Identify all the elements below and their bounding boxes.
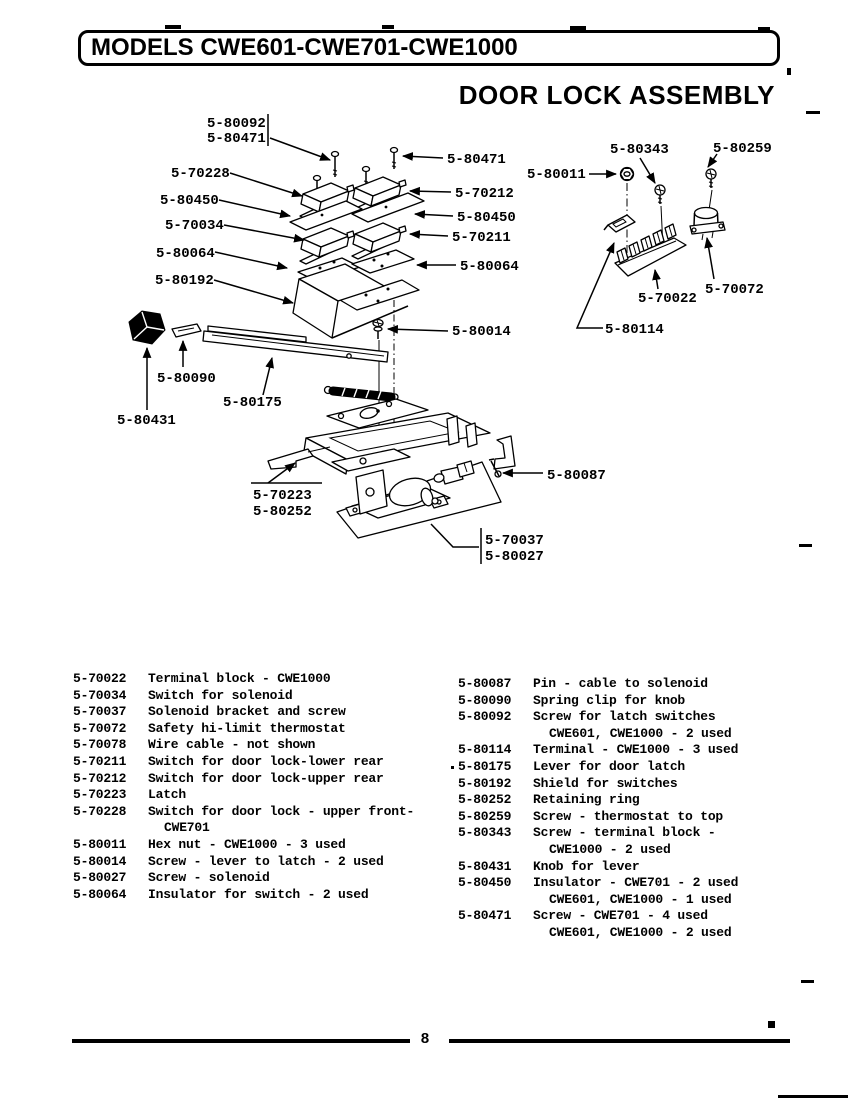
- part-code: 5-80011: [73, 836, 127, 852]
- scan-mark: [382, 25, 394, 29]
- part-desc-line: Screw - thermostat to top: [533, 808, 724, 824]
- part-desc-line: Insulator for switch - 2 used: [148, 886, 369, 902]
- part-label: 5-80087: [547, 468, 606, 484]
- scan-mark: [165, 25, 181, 29]
- part-desc-line: CWE601, CWE1000 - 2 used: [549, 725, 732, 741]
- part-code: 5-70228: [73, 803, 127, 819]
- part-code: 5-80192: [458, 775, 512, 791]
- part-desc-line: Screw - lever to latch - 2 used: [148, 853, 384, 869]
- switch-shield-icon: [293, 264, 419, 338]
- parts-row: [458, 792, 843, 809]
- part-code: 5-70078: [73, 737, 127, 753]
- part-label: 5-70022: [638, 291, 697, 307]
- part-desc-line: Wire cable - not shown: [148, 737, 316, 753]
- part-code: 5-70223: [73, 787, 127, 803]
- part-label: 5-80011: [527, 167, 586, 183]
- terminal-block-icon: [615, 224, 686, 276]
- part-desc: [533, 825, 715, 858]
- part-desc: [148, 804, 414, 837]
- parts-row: [73, 704, 448, 721]
- part-desc-line: Screw - CWE701 - 4 used: [533, 908, 708, 924]
- part-code: 5-70212: [73, 770, 127, 786]
- part-desc-line: Lever for door latch: [533, 758, 686, 774]
- thermostat-icon: [690, 208, 725, 241]
- part-label: 5-80064: [460, 259, 519, 275]
- parts-list-left: [73, 671, 448, 903]
- part-label: 5-80064: [156, 246, 215, 262]
- part-desc-line: Switch for door lock-lower rear: [148, 753, 384, 769]
- part-desc-line: Solenoid bracket and screw: [148, 704, 346, 720]
- part-desc-line: Screw for latch switches: [533, 709, 716, 725]
- part-desc: [148, 737, 315, 754]
- part-desc: [148, 887, 368, 904]
- part-desc: [533, 875, 738, 908]
- part-desc: [148, 671, 330, 688]
- part-desc-line: Hex nut - CWE1000 - 3 used: [148, 836, 346, 852]
- part-desc: [533, 759, 685, 776]
- parts-row: [458, 676, 843, 693]
- footer-rule-left: [72, 1039, 410, 1043]
- lever-screw-icon: [373, 320, 383, 340]
- part-label: 5-80090: [157, 371, 216, 387]
- part-code: 5-80431: [458, 858, 512, 874]
- part-code: 5-70037: [73, 704, 127, 720]
- part-desc-line: Terminal block - CWE1000: [148, 671, 331, 686]
- part-desc: [148, 754, 384, 771]
- parts-row: [458, 742, 843, 759]
- spring-clip-icon: [172, 324, 201, 337]
- part-code: 5-80343: [458, 825, 512, 841]
- part-desc-line: Terminal - CWE1000 - 3 used: [533, 742, 739, 758]
- scan-mark: [451, 766, 454, 769]
- part-desc: [148, 870, 270, 887]
- door-latch-lever-icon: [203, 326, 388, 362]
- parts-row: [458, 875, 843, 908]
- part-desc-line: CWE601, CWE1000 - 2 used: [549, 924, 732, 940]
- parts-row: [73, 787, 448, 804]
- part-label: 5-80175: [223, 395, 282, 411]
- part-label: 5-80114: [605, 322, 664, 338]
- part-desc: [533, 908, 731, 941]
- part-desc-line: Switch for solenoid: [148, 687, 293, 703]
- terminal-block-screw-icon: [655, 185, 665, 204]
- lever-knob-icon: [129, 311, 165, 344]
- parts-row: [73, 737, 448, 754]
- parts-row: [458, 759, 843, 776]
- part-desc-line: CWE701: [164, 820, 210, 836]
- scan-mark: [799, 544, 812, 547]
- part-desc: [148, 771, 384, 788]
- part-label: 5-70211: [452, 230, 511, 246]
- part-desc: [148, 704, 346, 721]
- part-code: 5-80259: [458, 808, 512, 824]
- part-label: 5-80259: [713, 141, 772, 157]
- part-label: 5-80252: [253, 504, 312, 520]
- part-label: 5-70212: [455, 186, 514, 202]
- parts-row: [458, 809, 843, 826]
- scan-mark: [758, 27, 770, 31]
- part-code: 5-80175: [458, 758, 512, 774]
- parts-row: [73, 837, 448, 854]
- parts-row: [458, 693, 843, 710]
- part-code: 5-80064: [73, 886, 127, 902]
- scan-mark: [778, 1095, 848, 1098]
- part-label: 5-70223: [253, 488, 312, 504]
- part-code: 5-80090: [458, 692, 512, 708]
- parts-row: [73, 688, 448, 705]
- part-desc-line: Retaining ring: [533, 792, 640, 808]
- cable-pin-icon: [433, 461, 474, 484]
- part-desc: [533, 693, 685, 710]
- part-desc-line: Latch: [148, 787, 187, 803]
- spring-icon: [325, 387, 399, 401]
- part-code: 5-80252: [458, 792, 512, 808]
- parts-row: [73, 754, 448, 771]
- parts-row: [458, 776, 843, 793]
- part-desc: [148, 787, 186, 804]
- part-label: 5-80431: [117, 413, 176, 429]
- part-code: 5-80114: [458, 742, 512, 758]
- parts-row: [73, 870, 448, 887]
- part-desc: [533, 792, 639, 809]
- scan-mark: [570, 26, 586, 30]
- part-label: 5-80027: [485, 549, 544, 565]
- thermostat-screw-icon: [706, 169, 716, 188]
- part-label: 5-80471: [447, 152, 506, 168]
- part-desc: [148, 721, 346, 738]
- part-desc-line: Switch for door lock - upper front-: [148, 803, 415, 819]
- page-number: 8: [420, 1031, 430, 1048]
- part-desc: [148, 837, 346, 854]
- parts-list-right: [458, 676, 843, 942]
- part-code: 5-80092: [458, 709, 512, 725]
- part-desc: [533, 676, 708, 693]
- part-desc-line: Screw - solenoid: [148, 870, 270, 886]
- part-code: 5-80014: [73, 853, 127, 869]
- part-code: 5-70211: [73, 753, 127, 769]
- part-label: 5-80092: [207, 116, 266, 132]
- page-title: DOOR LOCK ASSEMBLY: [458, 80, 775, 110]
- part-desc: [533, 776, 677, 793]
- part-desc-line: Pin - cable to solenoid: [533, 676, 708, 691]
- scan-mark: [768, 1021, 775, 1028]
- part-code: 5-80027: [73, 870, 127, 886]
- parts-row: [73, 804, 448, 837]
- part-label: 5-80450: [457, 210, 516, 226]
- part-desc-line: Shield for switches: [533, 775, 678, 791]
- footer-rule-right: [449, 1039, 790, 1043]
- part-desc-line: Spring clip for knob: [533, 692, 686, 708]
- parts-row: [458, 709, 843, 742]
- part-label: 5-80450: [160, 193, 219, 209]
- part-label: 5-80192: [155, 273, 214, 289]
- parts-row: [458, 825, 843, 858]
- part-code: 5-70072: [73, 720, 127, 736]
- part-desc: [148, 688, 292, 705]
- part-desc-line: CWE601, CWE1000 - 1 used: [549, 891, 732, 907]
- part-code: 5-70034: [73, 687, 127, 703]
- part-desc-line: Switch for door lock-upper rear: [148, 770, 384, 786]
- parts-row: [458, 859, 843, 876]
- part-desc-line: Knob for lever: [533, 858, 640, 874]
- part-label: 5-70037: [485, 533, 544, 549]
- models-title: MODELS CWE601-CWE701-CWE1000: [91, 34, 518, 61]
- part-label: 5-70228: [171, 166, 230, 182]
- parts-row: [73, 887, 448, 904]
- scan-mark: [801, 980, 814, 983]
- part-desc-line: CWE1000 - 2 used: [549, 841, 671, 857]
- parts-row: [73, 721, 448, 738]
- part-code: 5-80087: [458, 676, 512, 691]
- part-label: 5-80471: [207, 131, 266, 147]
- part-label: 5-70034: [165, 218, 224, 234]
- part-desc: [148, 854, 384, 871]
- part-code: 5-70022: [73, 671, 127, 686]
- part-desc: [533, 809, 723, 826]
- part-label: 5-70072: [705, 282, 764, 298]
- parts-row: [73, 771, 448, 788]
- part-desc-line: Safety hi-limit thermostat: [148, 720, 346, 736]
- part-desc-line: Insulator - CWE701 - 2 used: [533, 875, 739, 891]
- scan-mark: [787, 68, 791, 75]
- part-label: 5-80014: [452, 324, 511, 340]
- part-desc: [533, 709, 731, 742]
- part-desc-line: Screw - terminal block -: [533, 825, 716, 841]
- door-lock-switch-icon: [300, 228, 354, 264]
- parts-row: [73, 671, 448, 688]
- part-desc: [533, 742, 738, 759]
- parts-row: [458, 908, 843, 941]
- hex-nut-icon: [621, 168, 634, 181]
- part-code: 5-80450: [458, 875, 512, 891]
- scan-mark: [806, 111, 820, 114]
- part-desc: [533, 859, 639, 876]
- part-label: 5-80343: [610, 142, 669, 158]
- parts-row: [73, 854, 448, 871]
- part-code: 5-80471: [458, 908, 512, 924]
- terminal-clip-icon: [604, 215, 635, 232]
